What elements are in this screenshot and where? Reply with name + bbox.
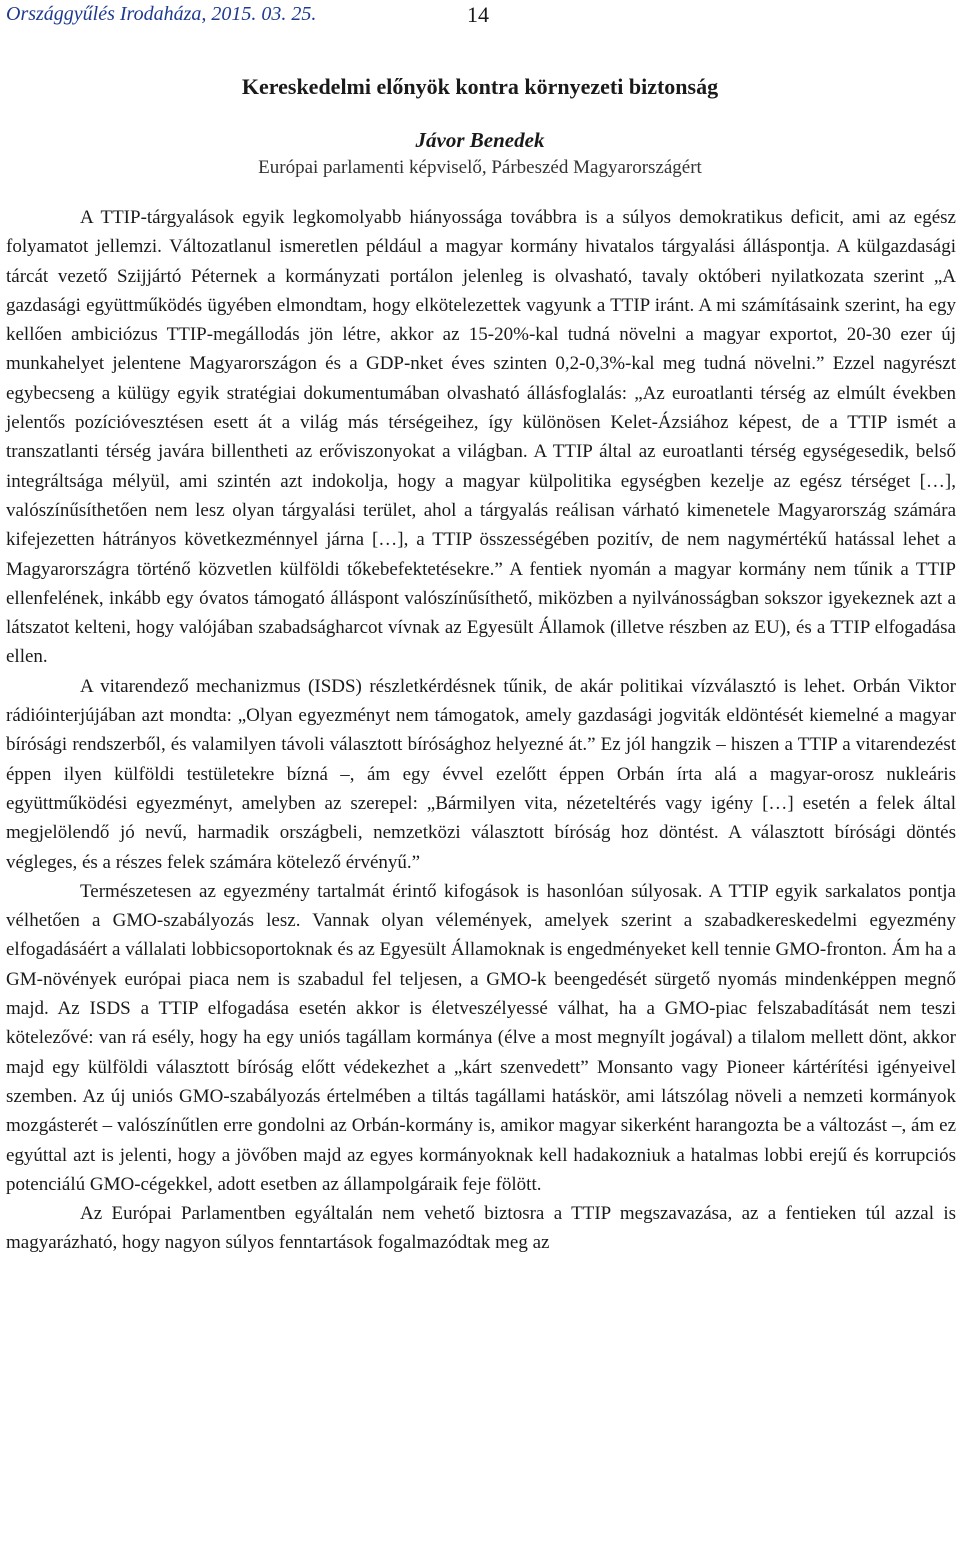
paragraph: Az Európai Parlamentben egyáltalán nem vehető biztosra a TTIP megszavazása, az a fentieken túl azzal is magyarázható, hogy nagyon súlyos fenntartások fogalmazódtak meg az: [6, 1203, 956, 1254]
page-number: 14: [467, 2, 489, 27]
article-title: Kereskedelmi előnyök kontra környezeti biztonság: [241, 74, 719, 99]
article-author: Jávor Benedek: [415, 128, 545, 152]
article-body: [6, 203, 956, 1258]
paragraph: A TTIP-tárgyalások egyik legkomolyabb hiányossága továbbra is a súlyos demokratikus deficit, ami az egész folyamatot jellemzi. Változatlanul ismeretlen például a magyar kormány hivatalos tárgyalási álláspontja. A külgazdasági tárcát vezető Szijjártó Péternek a kormányzati portálon jelenleg is olvasható, tavaly októberi nyilatkozata szerint „A gazdasági együttműködés ügyében elmondtam, hogy elkötelezettek vagyunk a TTIP iránt. A mi számításaink szerint, ha egy kellően ambiciózus TTIP-megállodás jön létre, akkor az 15-20%-kal tudná növelni a magyar exportot, 20-30 ezer új munkahelyet jelentene Magyarországon és a GDP-nket éves szinten 0,2-0,3%-kal meg tudná növelni.” Ezzel nagyrészt egybecseng a külügy egyik stratégiai dokumentumában olvasható állásfoglalás: „Az euroatlanti térség az elmúlt években jelentős pozícióvesztésen esett át a világ más térségeihez, így különösen Kelet-Ázsiához képest, de a TTIP ismét a transzatlanti térség javára billentheti az erőviszonyokat a világban. A TTIP által az euroatlanti térség egységesedik, belső integráltsága mélyül, ami szintén azt indokolja, hogy a magyar külpolitika egységben kezelje az egész térséget […], valószínűsíthetően nem lesz olyan tárgyalási terület, ahol a tárgyalás reálisan várható kimenetele Magyarország számára kifejezetten hátrányos következménnyel járna […], a TTIP összességében pozitív, de nem nagymértékű hatással lehet a Magyarországra történő közvetlen külföldi tőkebefektetésekre.” A fentiek nyomán a magyar kormány nem tűnik a TTIP ellenfelének, inkább egy óvatos támogató álláspont valószínűsíthető, miközben a nyilvánosságban sokszor igyekeznek azt a látszatot kelteni, hogy valójában szabadságharcot vívnak az Egyesült Államok (illetve részben az EU), és a TTIP elfogadása ellen.: [6, 207, 956, 668]
author-affiliation: Európai parlamenti képviselő, Párbeszéd Magyarországért: [258, 157, 702, 178]
paragraph: Természetesen az egyezmény tartalmát érintő kifogások is hasonlóan súlyosak. A TTIP egyik sarkalatos pontja vélhetően a GMO-szabályozás lesz. Vannak olyan vélemények, amelyek szerint a szabadkereskedelmi egyezmény elfogadásáért a vállalati lobbicsoportoknak és az Egyesült Államoknak is engedményeket kell tennie GMO-fronton. Ám ha a GM-növények európai piaca nem is szabadul fel teljesen, a GMO-k beengedését sürgető nyomás mindenképpen megnő majd. Az ISDS a TTIP elfogadása esetén akkor is életveszélyessé válhat, ha a GMO-piac felszabadítását nem teszi kötelezővé: van rá esély, hogy ha egy uniós tagállam kormánya (élve a most megnyílt jogával) a tilalom mellett dönt, akkor majd egy külföldi választott bíróság előtt védekezhet a „kárt szenvedett” Monsanto vagy Pioneer kártérítési igényeivel szemben. Az új uniós GMO-szabályozás értelmében a tiltás tagállami hatáskör, ami látszólag növeli a nemzeti kormányok mozgásterét – valószínűtlen erre gondolni az Orbán-kormány is, amikor magyar sikerként harangozta be a változást –, ám ez egyúttal azt is jelenti, hogy a jövőben majd az egyes kormányoknak kell hadakozniuk a hatalmas lobbi erejű és korrupciós potenciálú GMO-cégekkel, adott esetben az állampolgáraik feje fölött.: [6, 880, 956, 1195]
paragraph: A vitarendező mechanizmus (ISDS) részletkérdésnek tűnik, de akár politikai vízválasztó is lehet. Orbán Viktor rádióinterjújában azt mondta: „Olyan egyezményt nem támogatok, amely gazdasági jogviták eldöntését kiemelné a magyar bírósági rendszerből, és valamilyen távoli választott bírósághoz helyezné át.” Ez jól hangzik – hiszen a TTIP a vitarendezést éppen ilyen külföldi testületekre bízná –, ám egy évvel ezelőtt éppen Orbán írta alá a magyar-orosz nukleáris együttműködési egyezményt, amelyben az szerepel: „Bármilyen vita, nézeteltérés vagy igény […] esetén a felek által megjelölendő jó nevű, harmadik országbeli, nemzetközi választott bíróság hoz döntést. A választott bírósági döntés végleges, és a részes felek számára kötelező érvényű.”: [6, 675, 956, 873]
header-source: Országgyűlés Irodaháza, 2015. 03. 25.: [6, 3, 317, 25]
